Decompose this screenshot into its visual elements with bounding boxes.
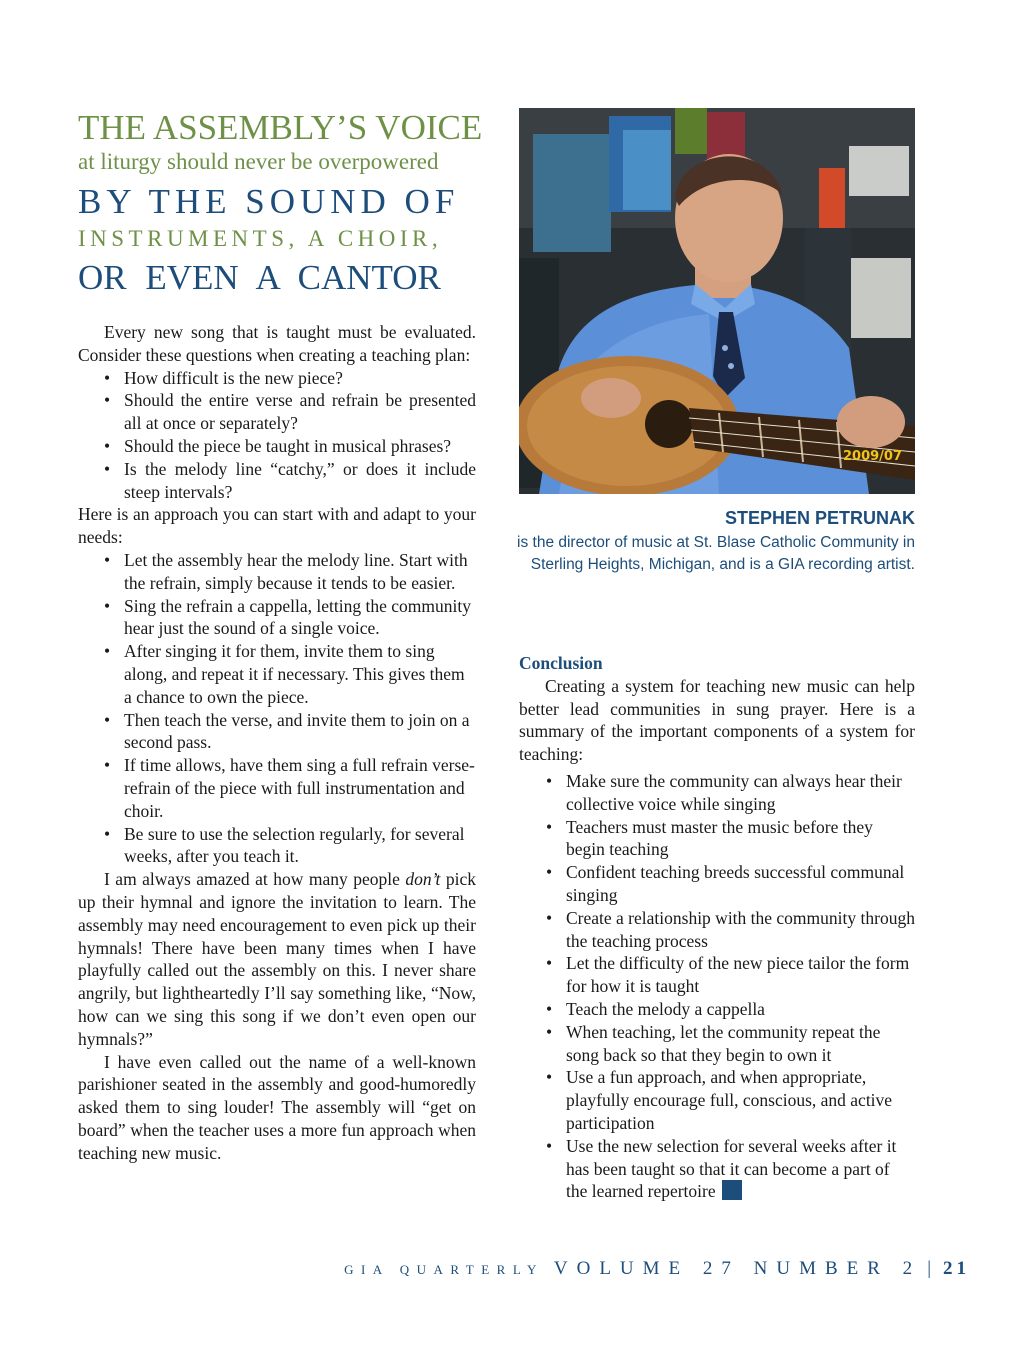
list-item: • Let the difficulty of the new piece tailor the form for how it is taught — [519, 952, 915, 998]
pull-quote-line-3: BY THE SOUND OF — [78, 182, 460, 221]
list-item: • Let the assembly hear the melody line. Start with the refrain, simply because it tends to be easier. — [78, 549, 476, 595]
list-item: • How difficult is the new piece? — [78, 367, 476, 390]
list-item: • Should the piece be taught in musical phrases? — [78, 435, 476, 458]
right-column — [519, 652, 915, 1203]
body-paragraph-1 — [78, 868, 476, 1050]
pull-quote-line-5: OR EVEN A CANTOR — [78, 258, 441, 297]
list-item: • Teach the melody a cappella — [519, 998, 915, 1021]
conclusion-intro: Creating a system for teaching new music can help better lead communities in sung prayer. Here is a summary of the important components of a system for teaching: — [519, 675, 915, 765]
list-item: • Make sure the community can always hear their collective voice while singing — [519, 770, 915, 816]
end-mark-icon — [722, 1180, 742, 1200]
photo-caption — [500, 506, 915, 575]
conclusion-heading: Conclusion — [519, 653, 603, 673]
list-item: • Then teach the verse, and invite them to join on a second pass. — [78, 709, 476, 755]
author-bio: is the director of music at St. Blase Catholic Community in Sterling Heights, Michigan, and is a GIA recording artist. — [517, 534, 915, 573]
list-item: • Should the entire verse and refrain be presented all at once or separately? — [78, 389, 476, 435]
intro-paragraph: Every new song that is taught must be evaluated. Consider these questions when creating a teaching plan: — [78, 322, 476, 365]
list-item: • After singing it for them, invite them to sing along, and repeat it if necessary. This gives them a chance to own the piece. — [78, 640, 476, 708]
list-item: • Use a fun approach, and when appropriate, playfully encourage full, conscious, and active participation — [519, 1066, 915, 1134]
publication-name: GIA QUARTERLY — [344, 1262, 544, 1277]
left-column — [78, 321, 476, 1164]
emphasis-text: don’t — [405, 869, 441, 890]
list-item: • Is the melody line “catchy,” or does it include steep intervals? — [78, 458, 476, 504]
list-item: • Create a relationship with the community through the teaching process — [519, 907, 915, 953]
list-item: • Be sure to use the selection regularly, for several weeks, after you teach it. — [78, 823, 476, 869]
approach-intro: Here is an approach you can start with and adapt to your needs: — [78, 504, 476, 548]
author-photo — [519, 108, 915, 494]
photo-date-stamp: 2009/07 — [843, 449, 903, 464]
step-list — [78, 549, 476, 868]
paragraph-text: I am always amazed at how many people — [104, 869, 406, 890]
summary-list — [519, 770, 915, 1203]
list-item: • Sing the refrain a cappella, letting the community hear just the sound of a single voice. — [78, 595, 476, 641]
list-item: • If time allows, have them sing a full refrain verse-refrain of the piece with full instrumentation and choir. — [78, 754, 476, 822]
pull-quote-line-4: INSTRUMENTS, A CHOIR, — [78, 226, 443, 251]
page-footer — [344, 1258, 970, 1280]
pull-quote-line-2: at liturgy should never be overpowered — [78, 149, 439, 174]
paragraph-text: pick up their hymnal and ignore the invitation to learn. The assembly may need encouragement to even pick up their hymnals! There have been many times when I have playfully called out the assembly on this. I never share angrily, but lightheartedly I’ll say something like, “Now, how can we sing this song if we don’t even open our hymnals?” — [78, 869, 476, 1049]
list-item: • Teachers must master the music before they begin teaching — [519, 816, 915, 862]
list-item: • Confident teaching breeds successful communal singing — [519, 861, 915, 907]
volume-number: VOLUME 27 NUMBER 2 — [553, 1258, 922, 1279]
question-list — [78, 367, 476, 504]
list-item-text: Use the new selection for several weeks after it has been taught so that it can become a part of the learned repertoire — [566, 1135, 897, 1202]
footer-separator: | — [927, 1258, 931, 1279]
author-name: STEPHEN PETRUNAK — [724, 508, 915, 528]
pull-quote-line-1: THE ASSEMBLY’S VOICE — [78, 108, 483, 147]
list-item — [519, 1135, 915, 1203]
pull-quote — [78, 108, 483, 300]
page-number: 21 — [943, 1258, 970, 1279]
body-paragraph-2: I have even called out the name of a well-known parishioner seated in the assembly and good-humoredly asked them to sing louder! The assembly will “get on board” when the teacher uses a more fun approach when teaching new music. — [78, 1051, 476, 1163]
list-item: • When teaching, let the community repeat the song back so that they begin to own it — [519, 1021, 915, 1067]
